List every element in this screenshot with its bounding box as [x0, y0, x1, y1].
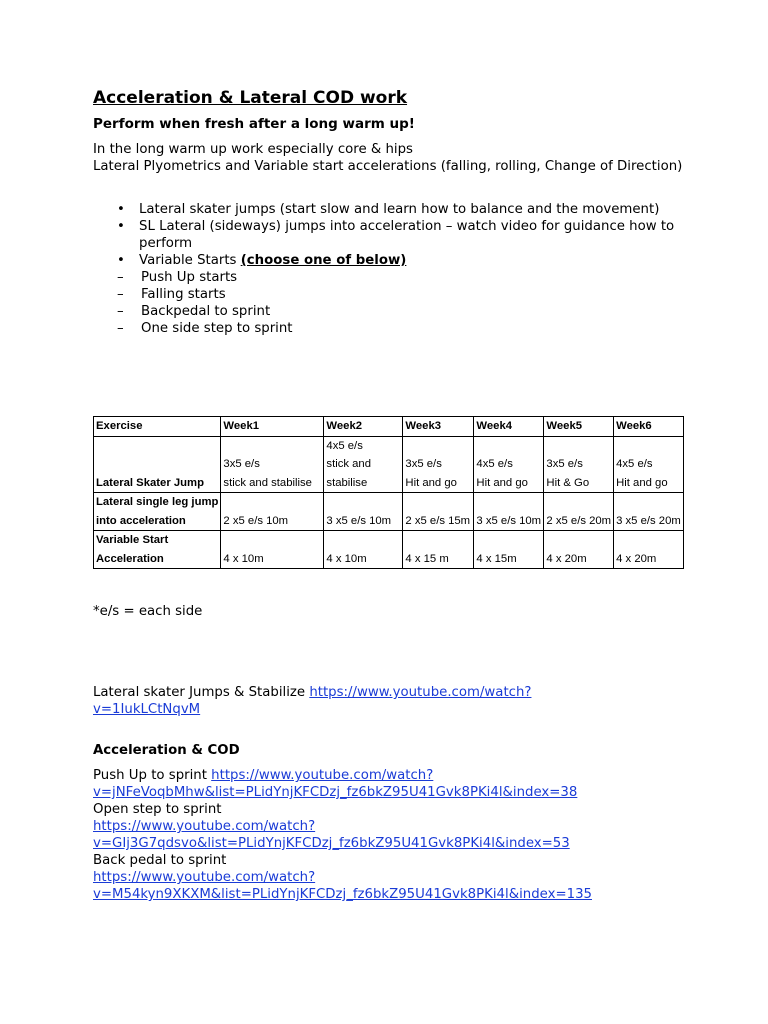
backpedal-video-link[interactable] [93, 870, 592, 902]
dash-icon: – [117, 287, 124, 302]
bullet-icon: • [117, 219, 125, 234]
cell-line: Hit and go [476, 476, 528, 489]
openstep-video-entry [93, 818, 693, 852]
column-header: Week2 [324, 417, 403, 437]
table-cell [614, 436, 684, 493]
cell-line: Hit & Go [546, 476, 590, 489]
dash-text: Falling starts [141, 287, 226, 302]
skater-video-label: Lateral skater Jumps & Stabilize [93, 685, 310, 700]
cell-line: 4x5 e/s [326, 439, 363, 452]
cell-line: 4x5 e/s [616, 458, 653, 470]
section-heading: Acceleration & COD [93, 743, 240, 758]
table-row [94, 493, 684, 531]
pushup-video-label: Push Up to sprint [93, 768, 212, 783]
link-text[interactable]: v=1IukLCtNqvM [93, 702, 201, 717]
cell-line: Lateral single leg jump [96, 496, 219, 508]
video-links-section [93, 684, 693, 903]
table-cell: 4 x 20m [614, 531, 684, 569]
backpedal-video-label: Back pedal to sprint [93, 853, 227, 868]
cell-line: into acceleration [96, 514, 186, 527]
link-text[interactable]: https://www.youtube.com/watch? [211, 768, 434, 783]
table-cell: 2 x5 e/s 15m [403, 493, 474, 531]
dash-icon: – [117, 304, 124, 319]
table-cell [324, 436, 403, 493]
table-cell [403, 436, 474, 493]
bullet-text: Lateral skater jumps (start slow and learn how to balance and the movement) [139, 202, 660, 217]
document-subtitle: Perform when fresh after a long warm up! [93, 116, 415, 132]
cell-line: 4x5 e/s [476, 458, 513, 470]
table-cell: 3 x5 e/s 20m [614, 493, 684, 531]
dash-text: Backpedal to sprint [141, 304, 271, 319]
table-cell: 4 x 15m [474, 531, 544, 569]
exercise-cell [94, 493, 221, 531]
table-cell [221, 436, 324, 493]
table-row [94, 436, 684, 493]
table-cell: 4 x 10m [221, 531, 324, 569]
list-item [117, 201, 683, 218]
document-body [93, 86, 683, 337]
document-title: Acceleration & Lateral COD work [93, 88, 408, 108]
list-item [117, 320, 683, 337]
cell-line: Variable Start [96, 534, 169, 546]
choose-note: (choose one of below) [240, 253, 407, 268]
link-text[interactable]: v=M54kyn9XKXM&list=PLidYnjKFCDzj_fz6bkZ95U41Gvk8PKi4l&index=135 [93, 887, 592, 902]
table-cell: 2 x5 e/s 10m [221, 493, 324, 531]
exercise-bullet-list [93, 201, 683, 337]
table-cell: 3 x5 e/s 10m [474, 493, 544, 531]
list-item [117, 218, 683, 252]
link-text[interactable]: https://www.youtube.com/watch? [309, 685, 532, 700]
table-cell: 2 x5 e/s 20m [544, 493, 614, 531]
openstep-video-link[interactable] [93, 819, 570, 851]
column-header: Week1 [221, 417, 324, 437]
table-cell [544, 436, 614, 493]
list-item [117, 286, 683, 303]
table-cell: 3 x5 e/s 10m [324, 493, 403, 531]
column-header: Week6 [614, 417, 684, 437]
skater-video-entry [93, 684, 693, 718]
abbreviation-note: *e/s = each side [93, 604, 203, 619]
dash-text: Push Up starts [141, 270, 238, 285]
schedule-table [93, 416, 684, 569]
column-header: Week4 [474, 417, 544, 437]
exercise-cell [94, 436, 221, 493]
pushup-video-entry [93, 767, 693, 801]
cell-line: 3x5 e/s [223, 458, 260, 470]
cell-line: Hit and go [616, 476, 668, 489]
table-row [94, 531, 684, 569]
cell-line: 3x5 e/s [546, 458, 583, 470]
bullet-text: SL Lateral (sideways) jumps into acceleration – watch video for guidance how to perform [139, 219, 675, 251]
table-cell: 4 x 20m [544, 531, 614, 569]
variable-starts-list [117, 269, 683, 337]
backpedal-video-entry [93, 869, 693, 903]
cell-line: stabilise [326, 476, 368, 489]
link-text[interactable]: v=GIj3G7qdsvo&list=PLidYnjKFCDzj_fz6bkZ95U41Gvk8PKi4l&index=53 [93, 836, 570, 851]
cell-line: 3x5 e/s [405, 458, 442, 470]
table-cell: 4 x 10m [324, 531, 403, 569]
dash-icon: – [117, 321, 124, 336]
link-text[interactable]: https://www.youtube.com/watch? [93, 819, 316, 834]
table-cell: 4 x 15 m [403, 531, 474, 569]
table-header-row [94, 417, 684, 437]
list-item [117, 269, 683, 286]
list-item [117, 252, 683, 337]
link-text[interactable]: https://www.youtube.com/watch? [93, 870, 316, 885]
column-header: Exercise [94, 417, 221, 437]
intro-line-1: In the long warm up work especially core & hips [93, 142, 413, 157]
column-header: Week5 [544, 417, 614, 437]
cell-line: Acceleration [96, 552, 164, 565]
bullet-text: Variable Starts [139, 253, 241, 268]
link-text[interactable]: v=jNFeVoqbMhw&list=PLidYnjKFCDzj_fz6bkZ95U41Gvk8PKi4l&index=38 [93, 785, 578, 800]
dash-text: One side step to sprint [141, 321, 293, 336]
column-header: Week3 [403, 417, 474, 437]
list-item [117, 303, 683, 320]
cell-line: stick and stabilise [223, 476, 312, 489]
cell-line: Lateral Skater Jump [96, 476, 204, 489]
intro-line-2: Lateral Plyometrics and Variable start accelerations (falling, rolling, Change of Direction) [93, 159, 683, 174]
dash-icon: – [117, 270, 124, 285]
openstep-video-label: Open step to sprint [93, 802, 222, 817]
bullet-icon: • [117, 202, 125, 217]
bullet-icon: • [117, 253, 125, 268]
table-cell [474, 436, 544, 493]
cell-line: stick and [326, 458, 372, 470]
exercise-cell [94, 531, 221, 569]
cell-line: Hit and go [405, 476, 457, 489]
